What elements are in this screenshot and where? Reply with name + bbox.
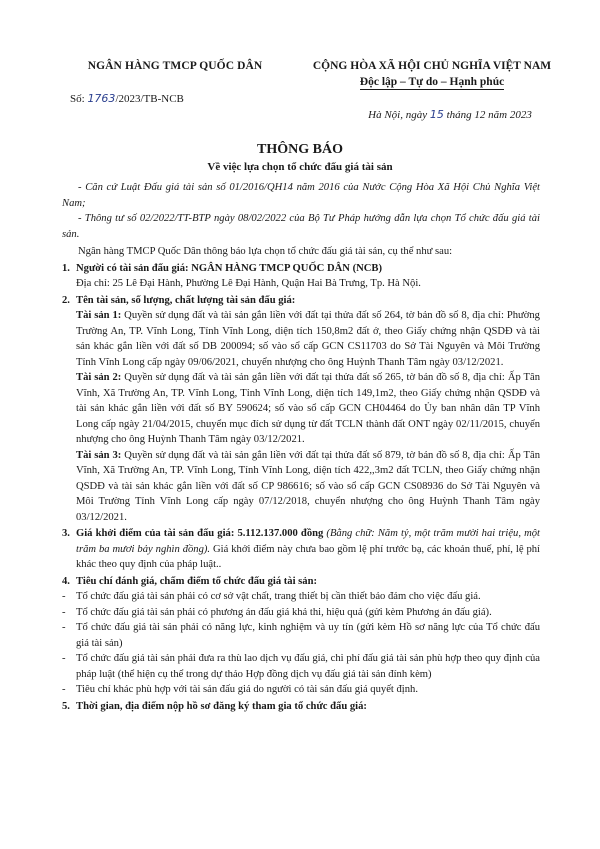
section-number: 1. [62,262,70,274]
starting-price-in-words: (Bằng chữ: Năm tỷ, một trăm mười hai triệu, một trăm ba mươi bảy nghìn đồng). [76,528,540,555]
legal-basis-2: - Thông tư số 02/2022/TT-BTP ngày 08/02/2022 của Bộ Tư Pháp hướng dẫn lựa chọn Tổ chức đấu giá tài sản. [62,213,540,240]
legal-basis-1: - Căn cứ Luật Đấu giá tài sản số 01/2016/QH14 năm 2016 của Nước Cộng Hòa Xã Hội Chủ Nghĩa Việt Nam; [62,182,540,209]
asset-label: Tài sản 1: [76,310,122,321]
section-5-heading [62,699,540,715]
section-2-heading [62,293,540,309]
criterion-item: - Tổ chức đấu giá tài sản phải đưa ra thù lao dịch vụ đấu giá, chi phí đấu giá tài sản phù hợp theo quy định của pháp luật (thể hiện cụ thể trong dự thảo Hợp đồng dịch vụ đấu giá tài sản đính kèm) [62,651,540,682]
starting-price-note: Giá khởi điểm này chưa bao gồm lệ phí trước bạ, các khoản thuế, phí, lệ phí khác theo quy định của pháp luật.. [76,543,541,570]
criterion-text: Tổ chức đấu giá tài sản phải đưa ra thù lao dịch vụ đấu giá, chi phí đấu giá tài sản phù hợp theo quy định của pháp luật (thể hiện cụ thể trong dự thảo Hợp đồng dịch vụ đấu giá tài sản đính kèm) [76,653,540,680]
section-title: Tên tài sản, số lượng, chất lượng tài sản đấu giá: [76,294,296,306]
asset-description: Quyền sử dụng đất và tài sản gắn liền với đất tại thửa đất số 879, tờ bản đồ số 8, địa chỉ: Ấp Tân Vĩnh, Xã Trường An, TP. Vĩnh Long, Tỉnh Vĩnh Long, diện tích 422,,3m2 đất TCLN, theo Giấy chứng nhận QSDĐ và tài sản khác gắn liền với đất số CP 986616; số vào sổ cấp GCN CS08936 do Sở Tài Nguyên và Môi Trường Tỉnh Vĩnh Long cấp ngày 07/12/2018, chuyển nhượng cho ông Huỳnh Thanh Tâm ngày 03/12/2021. [76,449,540,523]
criterion-text: Tổ chức đấu giá tài sản phải có cơ sở vật chất, trang thiết bị cần thiết bảo đảm cho việc đấu giá. [76,591,481,602]
section-number: 4. [62,575,70,587]
asset-2 [62,370,540,448]
asset-label: Tài sản 2: [76,372,122,383]
issue-date [300,108,600,121]
asset-description: Quyền sử dụng đất và tài sản gắn liền với đất tại thửa đất số 265, tờ bản đồ số 8, địa chỉ: Ấp Tân Vĩnh, Xã Trường An, TP. Vĩnh Long, Tỉnh Vĩnh Long, diện tích 149,1m2, theo Giấy chứng nhận QSDĐ và tài sản khác gắn liền với đất số BY 590624; số vào sổ cấp GCN CH04464 do Ủy ban nhân dân TP Vĩnh Long cấp ngày 21/04/2015, chuyển mục đích sử dụng từ đất TCLN thành đất ONT ngày 02/11/2015, chuyển nhượng cho ông Huỳnh Thanh Tâm ngày 03/12/2021. [76,372,540,445]
criterion-text: Tổ chức đấu giá tài sản phải có năng lực, kinh nghiệm và uy tín (gửi kèm Hồ sơ năng lực của Tổ chức đấu giá tài sản) [76,622,540,649]
asset-1 [62,308,540,370]
criterion-item: - Tổ chức đấu giá tài sản phải có phương án đấu giá khả thi, hiệu quả (gửi kèm Phương án đấu giá). [62,605,540,621]
owner-address: Địa chỉ: 25 Lê Đại Hành, Phường Lê Đại Hành, Quận Hai Bà Trưng, Tp. Hà Nội. [76,278,421,289]
section-4-heading [62,574,540,590]
criterion-text: Tiêu chí khác phù hợp với tài sản đấu giá do người có tài sản đấu giá quyết định. [76,684,418,695]
criterion-item: - Tổ chức đấu giá tài sản phải có cơ sở vật chất, trang thiết bị cần thiết bảo đảm cho việc đấu giá. [62,589,540,605]
section-number: 3. [62,528,70,539]
date-suffix: tháng 12 năm 2023 [446,109,532,121]
section-title: Thời gian, địa điểm nộp hồ sơ đăng ký tham gia tổ chức đấu giá: [76,700,367,712]
section-title: Tiêu chí đánh giá, chấm điểm tổ chức đấu giá tài sản: [76,575,318,587]
section-number: 5. [62,700,70,712]
document-number [70,92,184,105]
asset-3 [62,448,540,526]
intro-paragraph: Ngân hàng TMCP Quốc Dân thông báo lựa chọn tổ chức đấu giá tài sản, cụ thể như sau: [78,246,453,257]
section-1-heading [62,261,540,277]
section-3 [62,526,540,573]
state-name: CỘNG HÒA XÃ HỘI CHỦ NGHĨA VIỆT NAM [312,60,552,72]
section-title: Người có tài sản đấu giá: NGÂN HÀNG TMCP QUỐC DÂN (NCB) [76,262,383,274]
criterion-item: - Tiêu chí khác phù hợp với tài sản đấu giá do người có tài sản đấu giá quyết định. [62,682,540,698]
issuer-header [60,60,290,72]
starting-price: Giá khởi điểm của tài sản đấu giá: 5.112.137.000 đồng [76,528,324,539]
asset-description: Quyền sử dụng đất và tài sản gắn liền với đất tại thửa đất số 264, tờ bản đồ số 8, địa chỉ: Phường Trường An, TP. Vĩnh Long, Tỉnh Vĩnh Long, diện tích 150,8m2 đất ở, theo Giấy chứng nhận QSDĐ và tài sản khác gắn liền với đất số DB 200094; số vào sổ cấp GCN CS11703 do Sở Tài Nguyên và Môi Trường Tỉnh Vĩnh Long cấp ngày 09/06/2021, chuyển nhượng cho ông Huỳnh Thanh Tâm ngày 03/12/2021. [76,310,540,368]
bank-name: NGÂN HÀNG TMCP QUỐC DÂN [87,60,263,72]
document-subtitle: Về việc lựa chọn tổ chức đấu giá tài sản [207,161,393,173]
section-number: 2. [62,294,70,306]
asset-label: Tài sản 3: [76,449,122,461]
docno-handwritten: 1763 [87,92,116,105]
national-motto: Độc lập – Tự do – Hạnh phúc [359,76,505,88]
docno-suffix: /2023/TB-NCB [115,93,184,105]
document-body [62,180,540,714]
date-handwritten: 15 [429,108,444,121]
starting-price-text [76,526,540,573]
date-prefix: Hà Nội, ngày [368,109,428,121]
criterion-text: Tổ chức đấu giá tài sản phải có phương án đấu giá khả thi, hiệu quả (gửi kèm Phương án đấu giá). [76,606,492,618]
docno-prefix: Số: [70,93,85,105]
criterion-item: - Tổ chức đấu giá tài sản phải có năng lực, kinh nghiệm và uy tín (gửi kèm Hồ sơ năng lực của Tổ chức đấu giá tài sản) [62,620,540,651]
document-title: THÔNG BÁO [257,142,343,157]
national-header [282,60,582,90]
